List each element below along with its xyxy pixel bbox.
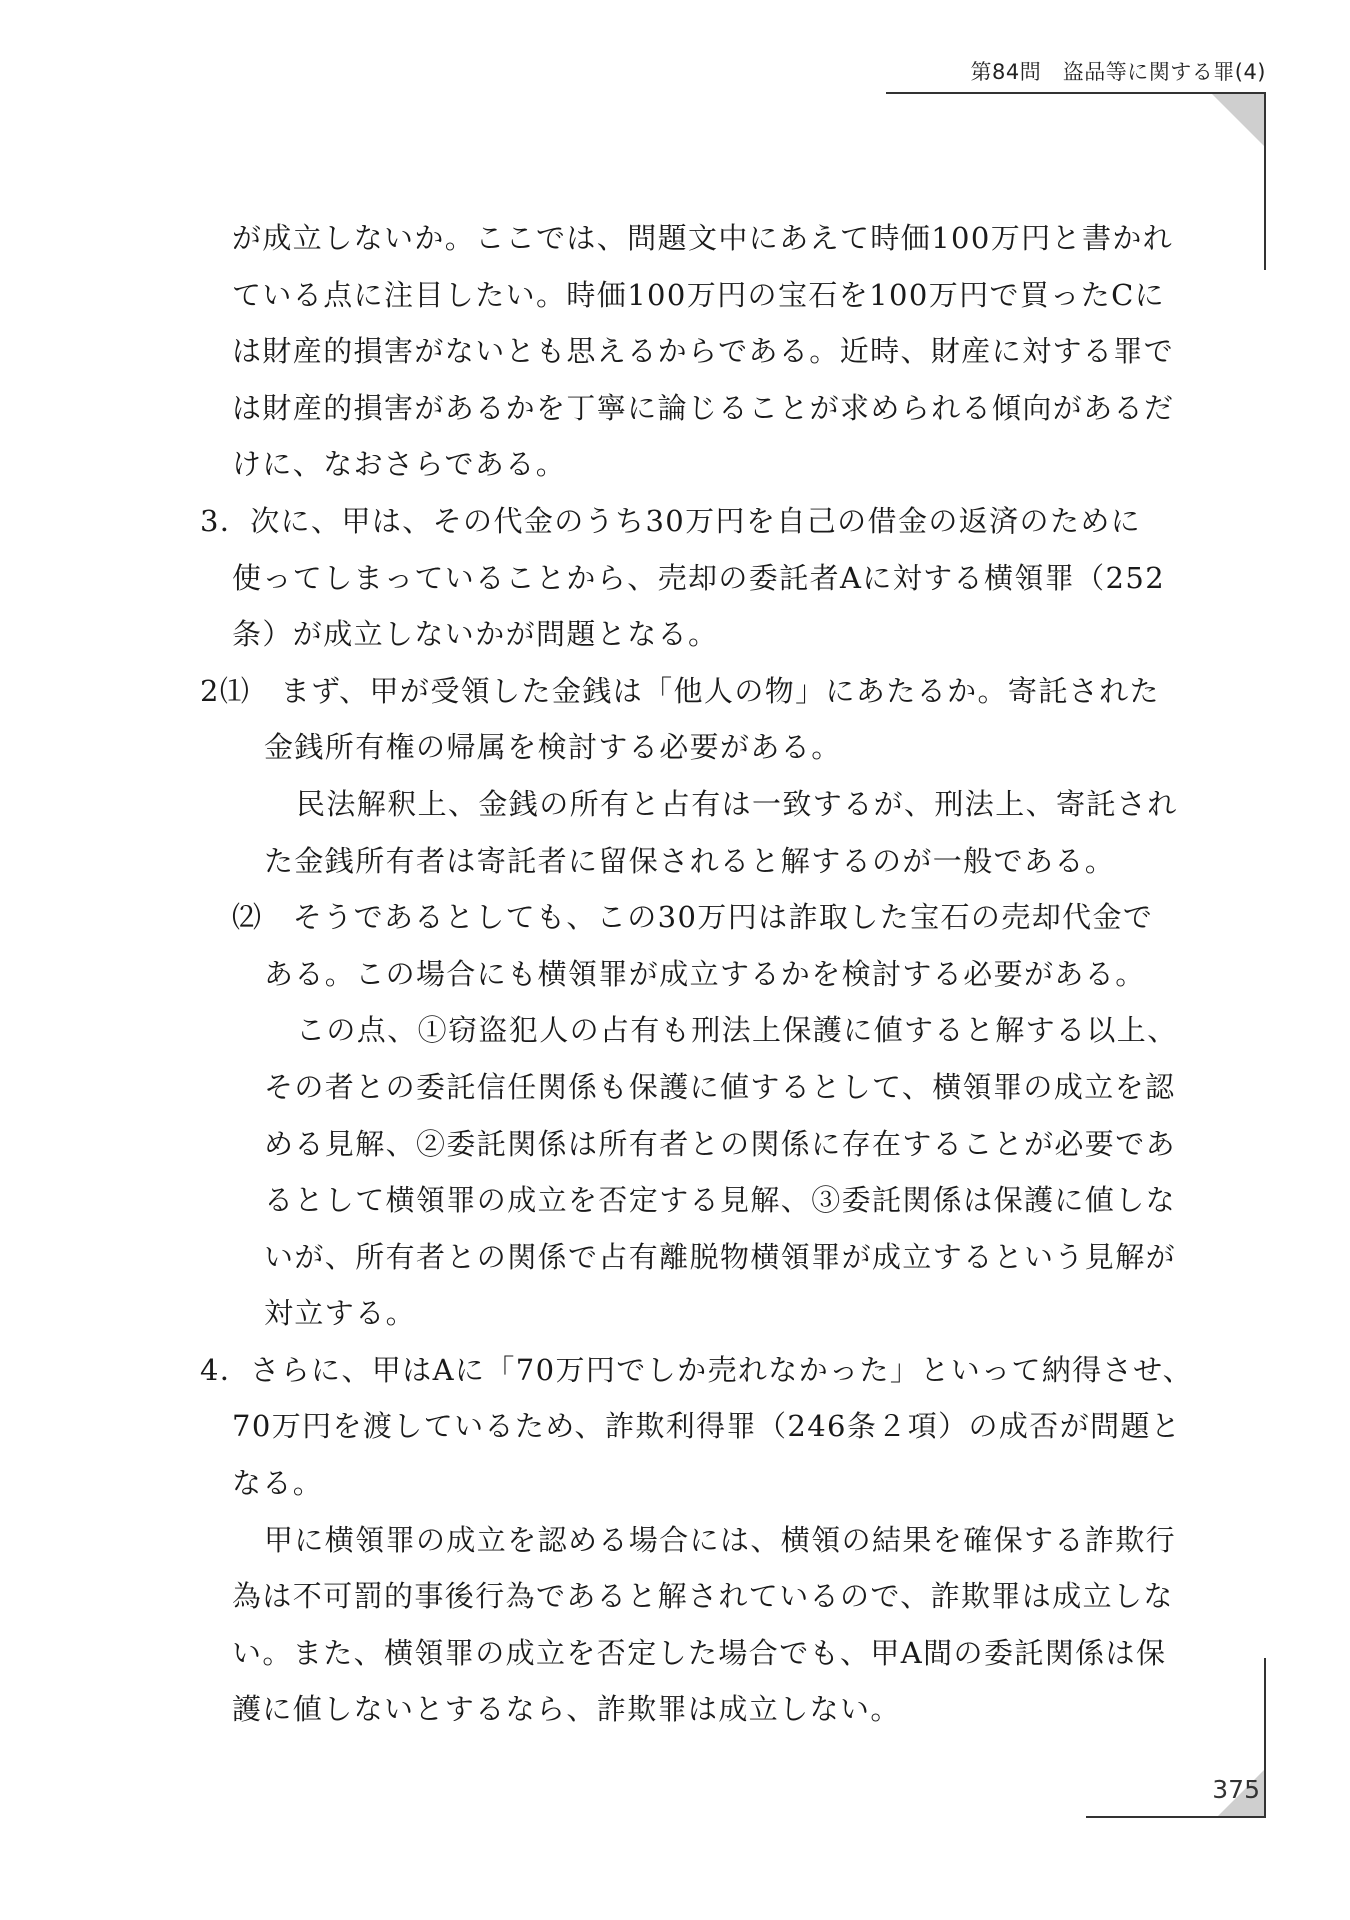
text-line: 甲に横領罪の成立を認める場合には、横領の結果を確保する詐欺行 — [264, 1522, 1177, 1557]
text-line: その者との委託信任関係も保護に値するとして、横領罪の成立を認 — [264, 1069, 1176, 1104]
text-line: 為は不可罰的事後行為であると解されているので、詐欺罪は成立しな — [232, 1579, 1174, 1614]
body-text — [200, 210, 1230, 1738]
side-rule-bottom — [1264, 1658, 1266, 1818]
text-line: いが、所有者との関係で占有離脱物横領罪が成立するという見解が — [264, 1239, 1177, 1274]
text-line: い。また、横領罪の成立を否定した場合でも、甲A間の委託関係は保 — [232, 1635, 1167, 1670]
footer-rule — [1086, 1816, 1266, 1818]
corner-triangle-top — [1212, 94, 1266, 148]
text-line: 条）が成立しないかが問題となる。 — [232, 617, 719, 652]
text-line: ている点に注目したい。時価100万円の宝石を100万円で買ったCに — [232, 277, 1166, 312]
text-line: 対立する。 — [264, 1296, 417, 1331]
text-line: 金銭所有権の帰属を検討する必要がある。 — [264, 730, 842, 765]
text-line: 70万円を渡しているため、詐欺利得罪（246条２項）の成否が問題と — [232, 1409, 1182, 1444]
text-line: が成立しないか。ここでは、問題文中にあえて時価100万円と書かれ — [232, 221, 1174, 255]
text-line: 護に値しないとするなら、詐欺罪は成立しない。 — [232, 1692, 901, 1727]
header-rule — [886, 92, 1266, 94]
text-line: 3．次に、甲は、その代金のうち30万円を自己の借金の返済のために — [200, 503, 1142, 538]
text-line: ある。この場合にも横領罪が成立するかを検討する必要がある。 — [264, 956, 1146, 991]
text-line: は財産的損害があるかを丁寧に論じることが求められる傾向があるだ — [232, 390, 1175, 425]
text-line: 使ってしまっていることから、売却の委託者Aに対する横領罪（252 — [232, 560, 1166, 595]
text-line: は財産的損害がないとも思えるからである。近時、財産に対する罪で — [232, 334, 1175, 369]
page-number: 375 — [1212, 1775, 1260, 1804]
side-rule-top — [1264, 94, 1266, 270]
text-line: 民法解釈上、金銭の所有と占有は一致するが、刑法上、寄託され — [296, 786, 1178, 821]
text-line: この点、①窃盗犯人の占有も刑法上保護に値すると解する以上、 — [296, 1013, 1178, 1048]
text-line: める見解、②委託関係は所有者との関係に存在することが必要であ — [264, 1126, 1177, 1161]
text-line: けに、なおさらである。 — [232, 447, 567, 482]
running-header: 第84問 盗品等に関する罪(4) — [970, 60, 1266, 84]
text-line: なる。 — [232, 1466, 324, 1501]
text-line: ⑵ そうであるとしても、この30万円は詐取した宝石の売却代金で — [232, 900, 1154, 935]
text-line: た金銭所有者は寄託者に留保されると解するのが一般である。 — [264, 843, 1116, 878]
text-line: るとして横領罪の成立を否定する見解、③委託関係は保護に値しな — [264, 1183, 1177, 1218]
text-line: 2⑴ まず、甲が受領した金銭は「他人の物」にあたるか。寄託された — [200, 673, 1160, 708]
text-line: 4．さらに、甲はAに「70万円でしか売れなかった」といって納得させ、 — [200, 1352, 1194, 1387]
